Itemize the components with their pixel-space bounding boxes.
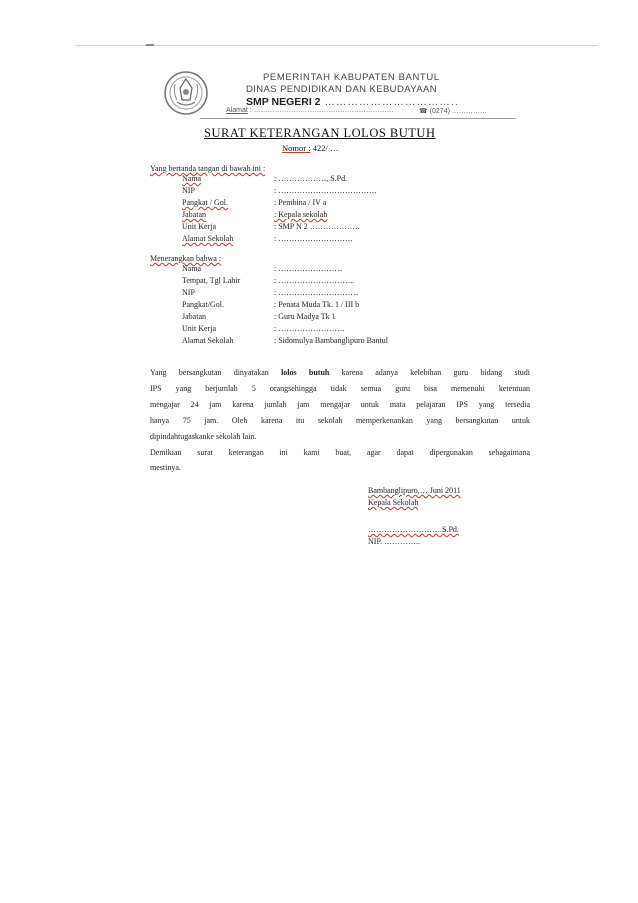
body-line: IPS yang berjumlah 5 orangsehingga tidak semua guru bisa memenuhi ketentuan [150, 384, 530, 393]
row-label: Nama [182, 264, 202, 273]
row-value: : ………………………………. [274, 186, 377, 195]
row-value: : SMP N 2 ………………. [274, 222, 360, 231]
address-dots: : …………………………………………………… [247, 107, 394, 114]
subject-heading: Menerangkan bahwa : [150, 254, 222, 263]
body-line: hanya 75 jam. Oleh karena itu sekolah memperkenankan yang bersangkutan untuk [150, 416, 530, 425]
school-name: SMP NEGERI 2 [246, 96, 321, 108]
row-label: Tempat, Tgl Lahir [182, 276, 241, 285]
document-title: SURAT KETERANGAN LOLOS BUTUH [204, 126, 436, 140]
row-value: : …………………… [274, 264, 343, 273]
row-label: Jabatan [182, 210, 206, 219]
number-label: Nomor : [282, 143, 311, 153]
row-label: Alamat Sekolah [182, 336, 234, 345]
signature-name: ……………………….S.Pd. [368, 525, 459, 534]
row-value: : ………………, S.Pd. [274, 174, 348, 183]
row-label: Pangkat/Gol. [182, 300, 224, 309]
letterhead-rule [200, 118, 516, 119]
body-text: Yang bersangkutan dinyatakan [150, 368, 282, 377]
address-label: Alamat [226, 107, 248, 114]
signature-position: Kepala Sekolah [368, 498, 419, 507]
body-line: mengajar 24 jam karena jumlah jam mengajar untuk mata pelajaran IPS yang tersedia [150, 400, 530, 409]
row-value: : Guru Madya Tk 1 [274, 312, 336, 321]
page-top-rule-mark [146, 44, 154, 46]
row-label: Jabatan [182, 312, 206, 321]
row-value: : ……………………. [274, 324, 345, 333]
row-label: NIP [182, 288, 195, 297]
body-bold-text: lolos butuh [281, 368, 330, 377]
row-value: : ………………………… [274, 288, 359, 297]
school-name-dots: …………………………….. [320, 96, 459, 108]
body-line: dipindahtugaskanke sekolah lain. [150, 432, 257, 441]
closing-line: mestinya. [150, 463, 181, 472]
document-number [282, 143, 338, 153]
row-value: : ……………………….. [274, 276, 355, 285]
regency-seal-icon [163, 70, 209, 116]
row-label: NIP [182, 186, 195, 195]
body-text: karena adanya kelebihan guru bidang studi [329, 368, 531, 377]
body-line [150, 366, 530, 380]
row-label: Unit Kerja [182, 324, 216, 333]
row-label: Alamat Sekolah [182, 234, 234, 243]
row-value: : Pembina / IV a [274, 198, 327, 207]
letterhead-phone: ☎ (0274) …………… [419, 108, 487, 115]
signature-place-date: Bambanglipuro,… Juni 2011 [368, 486, 461, 495]
row-value: : Sidomulya Bambanglipuro Bantul [274, 336, 388, 345]
signer-heading: Yang bertanda tangan di bawah ini : [150, 164, 266, 173]
row-label: Unit Kerja [182, 222, 216, 231]
row-value: : Kepala sekolah [274, 210, 328, 219]
letterhead-address [226, 107, 526, 114]
row-value: : Penata Muda Tk. 1 / III b [274, 300, 360, 309]
signature-nip: NIP. ………….. [368, 537, 421, 546]
row-value: : ………………………. [274, 234, 353, 243]
row-label: Pangkat / Gol. [182, 198, 228, 207]
letterhead-department: DINAS PENDIDIKAN DAN KEBUDAYAAN [246, 84, 438, 95]
closing-line: Demikian surat keterangan ini kami buat, agar dapat dipergunakan sebagaimana [150, 448, 530, 457]
page-top-rule [76, 45, 598, 46]
number-value: 422/ … [310, 143, 339, 153]
letterhead-government: PEMERINTAH KABUPATEN BANTUL [263, 72, 440, 83]
row-label: Nama [182, 174, 202, 183]
